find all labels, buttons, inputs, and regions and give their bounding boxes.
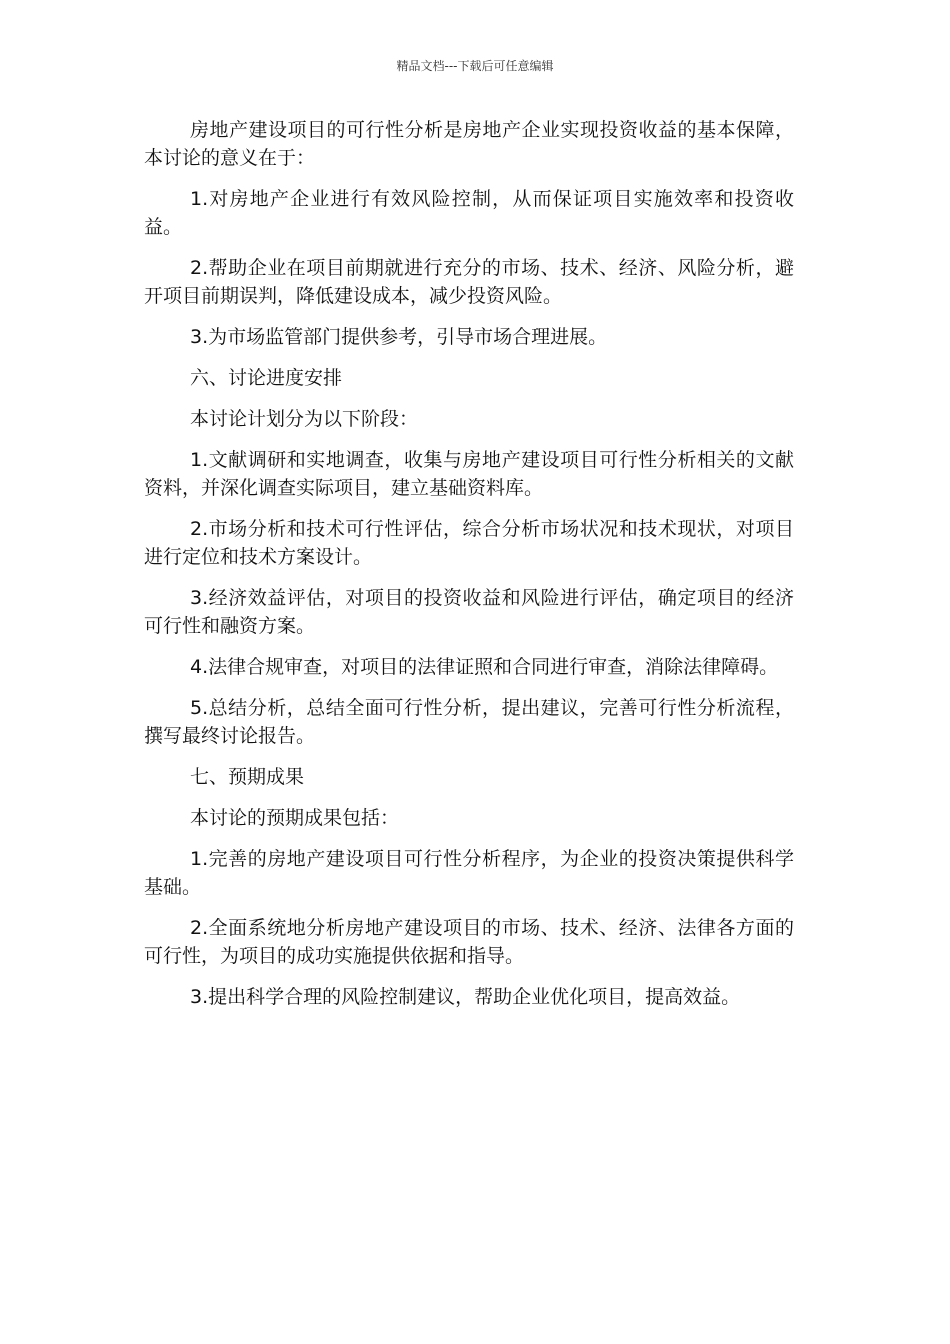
paragraph-stage-1: 1.文献调研和实地调查，收集与房地产建设项目可行性分析相关的文献资料，并深化调查实际项目，建立基础资料库。 (144, 449, 794, 499)
paragraph-significance-1: 1.对房地产企业进行有效风险控制，从而保证项目实施效率和投资收益。 (144, 188, 794, 238)
paragraph-stage-5: 5.总结分析，总结全面可行性分析，提出建议，完善可行性分析流程，撰写最终讨论报告。 (144, 697, 794, 747)
paragraph-schedule-intro: 本讨论计划分为以下阶段： (190, 408, 419, 430)
paragraph-stage-3: 3.经济效益评估，对项目的投资收益和风险进行评估，确定项目的经济可行性和融资方案。 (144, 587, 794, 637)
paragraph-stage-2: 2.市场分析和技术可行性评估，综合分析市场状况和技术现状，对项目进行定位和技术方案设计。 (144, 518, 794, 568)
paragraph-intro: 房地产建设项目的可行性分析是房地产企业实现投资收益的基本保障，本讨论的意义在于： (144, 119, 794, 169)
paragraph-significance-2: 2.帮助企业在项目前期就进行充分的市场、技术、经济、风险分析，避开项目前期误判，降低建设成本，减少投资风险。 (144, 257, 794, 307)
paragraph-outcome-3: 3.提出科学合理的风险控制建议，帮助企业优化项目，提高效益。 (190, 986, 741, 1008)
paragraph-outcomes-intro: 本讨论的预期成果包括： (190, 807, 400, 829)
section-heading-outcomes: 七、预期成果 (190, 766, 305, 788)
page-header: 精品文档---下载后可任意编辑 (396, 59, 554, 73)
document-body (144, 116, 794, 1024)
paragraph-stage-4: 4.法律合规审查，对项目的法律证照和合同进行审查，消除法律障碍。 (190, 656, 779, 678)
paragraph-significance-3: 3.为市场监管部门提供参考，引导市场合理进展。 (190, 326, 608, 348)
paragraph-outcome-2: 2.全面系统地分析房地产建设项目的市场、技术、经济、法律各方面的可行性，为项目的成功实施提供依据和指导。 (144, 917, 794, 967)
section-heading-schedule: 六、讨论进度安排 (190, 367, 343, 389)
paragraph-outcome-1: 1.完善的房地产建设项目可行性分析程序，为企业的投资决策提供科学基础。 (144, 848, 794, 898)
